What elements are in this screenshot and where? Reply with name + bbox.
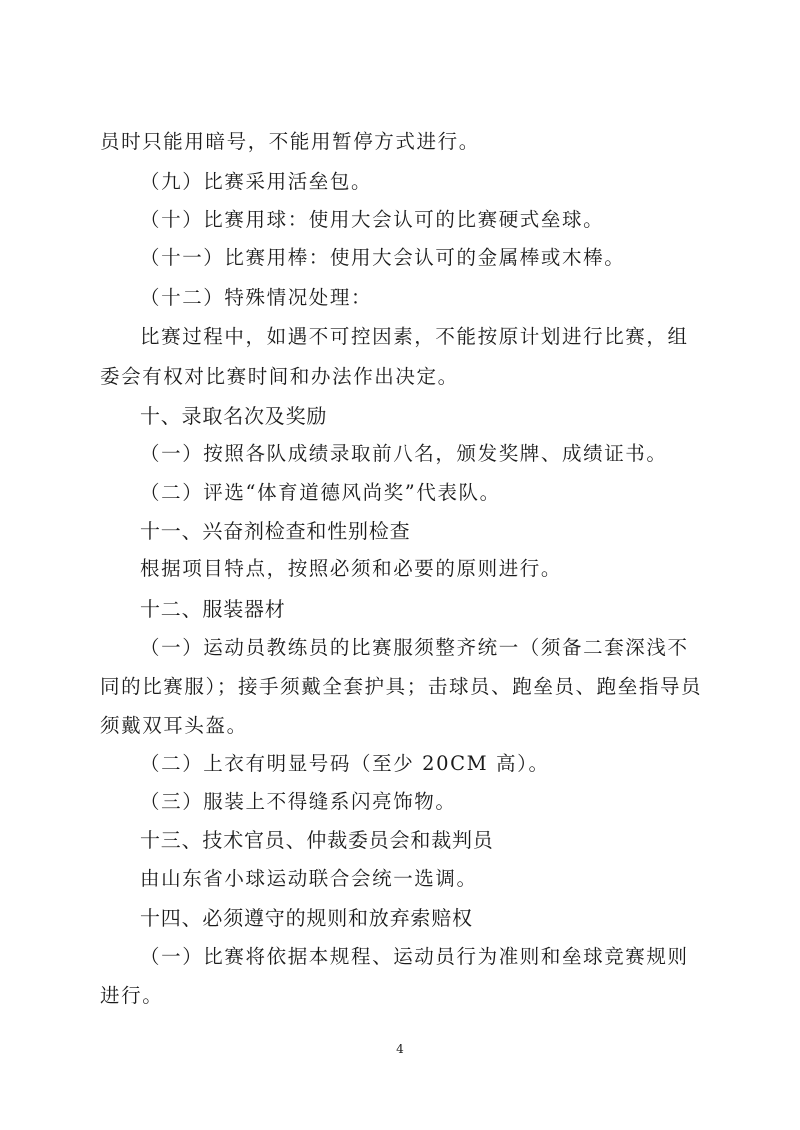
section-heading: 十三、技术官员、仲裁委员会和裁判员 [140, 828, 494, 852]
section-heading: 十四、必须遵守的规则和放弃索赔权 [140, 906, 473, 930]
paragraph-line: 委会有权对比赛时间和办法作出决定。 [100, 365, 459, 388]
paragraph-line: （一）比赛将依据本规程、运动员行为准则和垒球竞赛规则 [140, 945, 689, 968]
paragraph-line: （二）评选“体育道德风尚奖”代表队。 [140, 481, 501, 504]
paragraph-line: （十二）特殊情况处理： [140, 286, 373, 309]
paragraph-line: 比赛过程中，如遇不可控因素，不能按原计划进行比赛，组 [140, 325, 689, 348]
section-heading: 十一、兴奋剂检查和性别检查 [140, 519, 411, 543]
paragraph-line: （九）比赛采用活垒包。 [140, 170, 373, 193]
paragraph-line: 员时只能用暗号，不能用暂停方式进行。 [100, 130, 480, 153]
paragraph-line: （十一）比赛用棒：使用大会认可的金属棒或木棒。 [140, 246, 626, 269]
page-number: 4 [396, 1042, 404, 1056]
paragraph-line: 根据项目特点，按照必须和必要的原则进行。 [140, 557, 563, 580]
section-heading: 十、录取名次及奖励 [140, 404, 328, 428]
section-heading: 十二、服装器材 [140, 597, 286, 621]
paragraph-line: （一）运动员教练员的比赛服须整齐统一（须备二套深浅不 [140, 636, 689, 659]
paragraph-line: 同的比赛服）；接手须戴全套护具；击球员、跑垒员、跑垒指导员 [100, 675, 703, 698]
paragraph-line: 须戴双耳头盔。 [100, 714, 248, 737]
paragraph-line: 由山东省小球运动联合会统一选调。 [140, 867, 478, 890]
paragraph-line: （二）上衣有明显号码（至少 20CM 高）。 [140, 752, 550, 775]
paragraph-line: （三）服装上不得缝系闪亮饰物。 [140, 790, 457, 813]
paragraph-line: （十）比赛用球：使用大会认可的比赛硬式垒球。 [140, 208, 605, 231]
paragraph-line: 进行。 [100, 984, 164, 1007]
paragraph-line: （一）按照各队成绩录取前八名，颁发奖牌、成绩证书。 [140, 442, 668, 465]
